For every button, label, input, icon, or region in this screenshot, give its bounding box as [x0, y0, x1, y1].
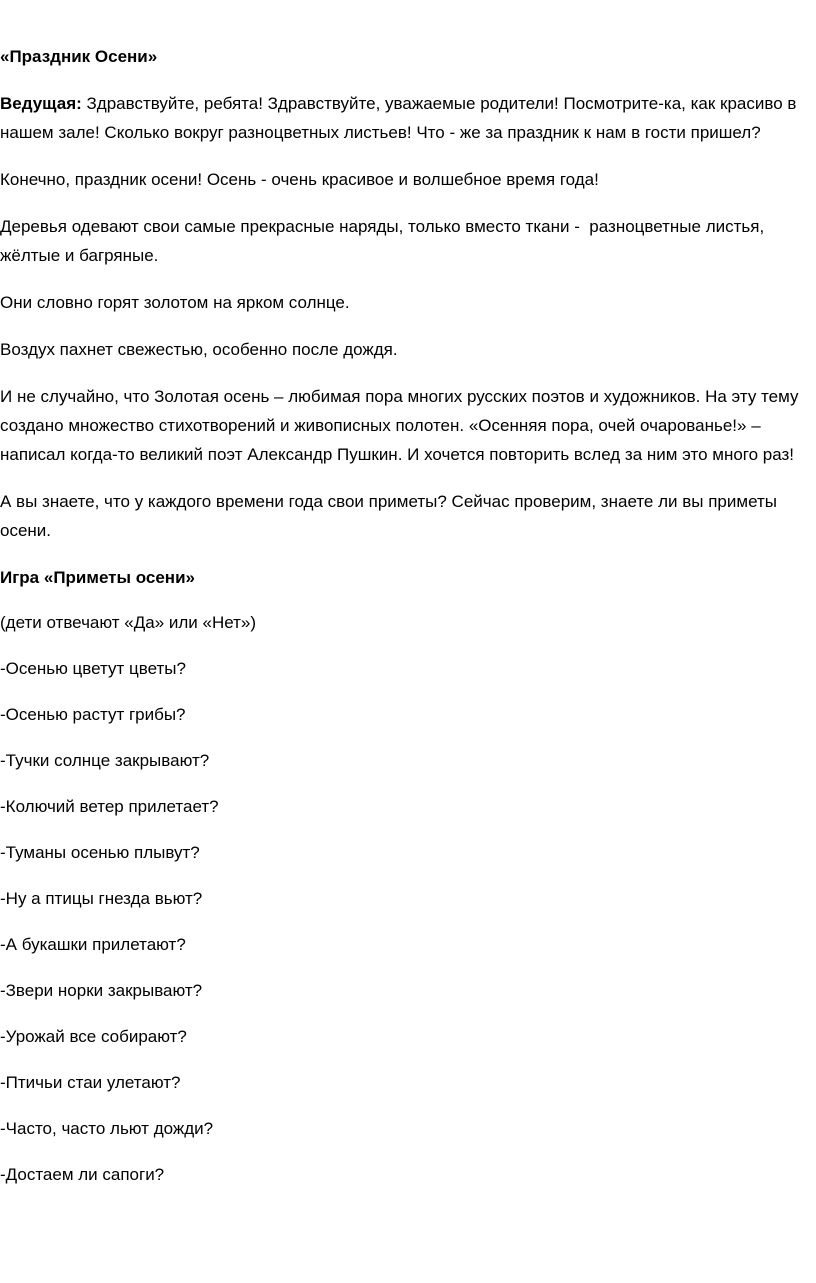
- paragraph: Воздух пахнет свежестью, особенно после дождя.: [0, 340, 398, 359]
- question-item: -А букашки прилетают?: [0, 935, 186, 954]
- question-item: -Птичьи стаи улетают?: [0, 1073, 181, 1092]
- question-item: -Ну а птицы гнезда вьют?: [0, 889, 203, 908]
- intro-text: Здравствуйте, ребята! Здравствуйте, уважаемые родители! Посмотрите-ка, как красиво в нашем зале! Сколько вокруг разноцветных листьев! Что - же за праздник к нам в гости пришел?: [0, 94, 802, 142]
- game-note: (дети отвечают «Да» или «Нет»): [0, 613, 257, 632]
- paragraph: И не случайно, что Золотая осень – любимая пора многих русских поэтов и художников. На эту тему создано множество стихотворений и живописных полотен. «Осенняя пора, очей очарованье!» – написал когда-то великий поэт Александр Пушкин. И хочется повторить вслед за ним это много раз!: [0, 387, 804, 464]
- game-title: Игра «Приметы осени»: [0, 568, 195, 587]
- question-item: -Достаем ли сапоги?: [0, 1165, 165, 1184]
- paragraph: Конечно, праздник осени! Осень - очень красивое и волшебное время года!: [0, 170, 599, 189]
- question-item: -Тучки солнце закрывают?: [0, 751, 210, 770]
- intro-paragraph: [0, 89, 816, 147]
- paragraph: Деревья одевают свои самые прекрасные наряды, только вместо ткани - разноцветные листья, жёлтые и багряные.: [0, 217, 769, 265]
- question-item: -Осенью цветут цветы?: [0, 659, 186, 678]
- question-item: -Туманы осенью плывут?: [0, 843, 200, 862]
- speaker-label: Ведущая:: [0, 94, 82, 113]
- question-item: -Урожай все собирают?: [0, 1027, 187, 1046]
- question-item: -Колючий ветер прилетает?: [0, 797, 219, 816]
- document-title: «Праздник Осени»: [0, 47, 158, 66]
- question-item: -Звери норки закрывают?: [0, 981, 203, 1000]
- question-item: -Часто, часто льют дожди?: [0, 1119, 214, 1138]
- paragraph: Они словно горят золотом на ярком солнце.: [0, 293, 350, 312]
- paragraph: А вы знаете, что у каждого времени года свои приметы? Сейчас проверим, знаете ли вы приметы осени.: [0, 492, 782, 540]
- question-item: -Осенью растут грибы?: [0, 705, 186, 724]
